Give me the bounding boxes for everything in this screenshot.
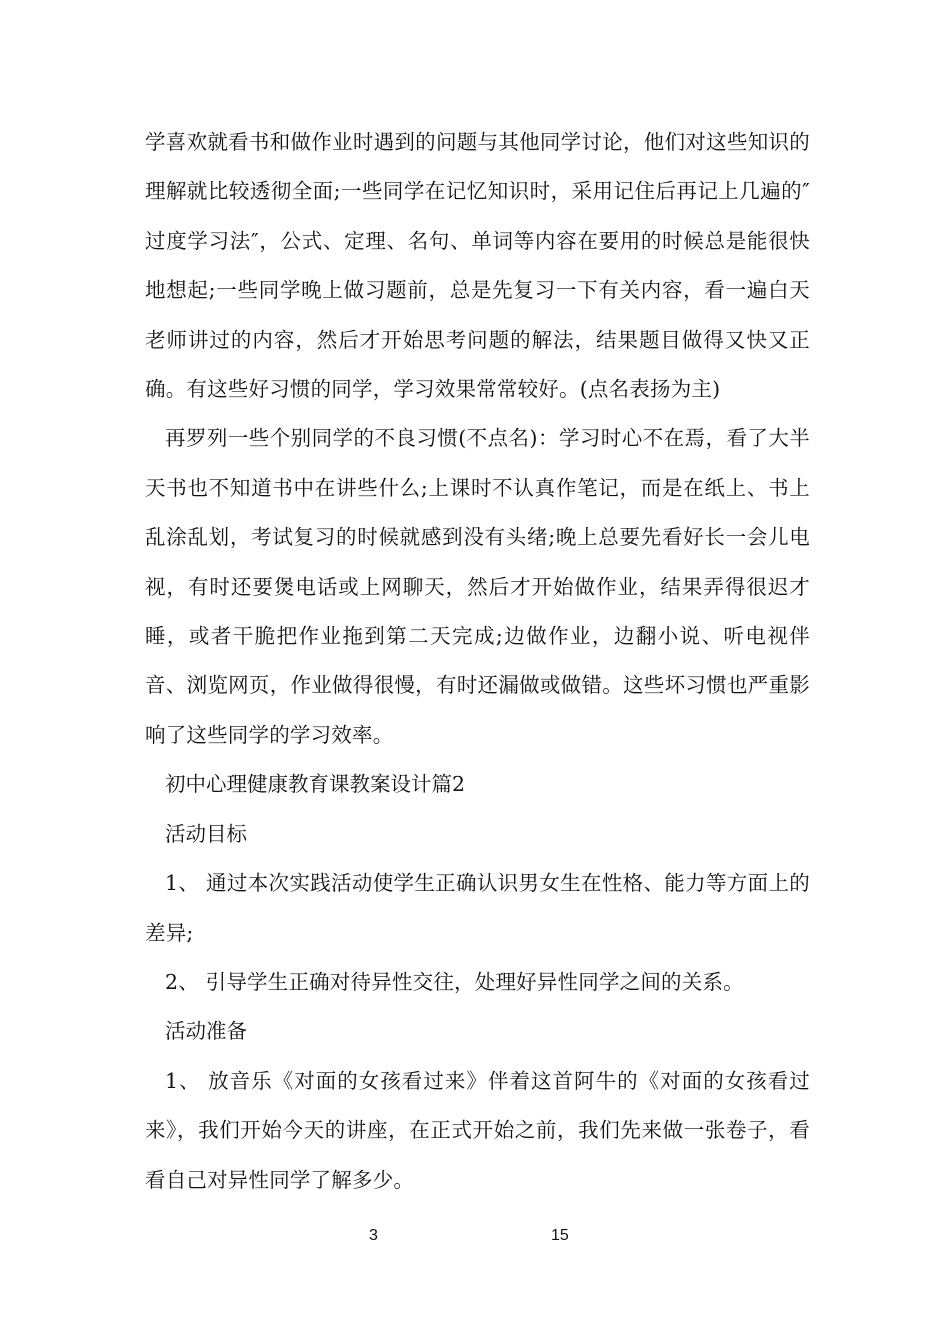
subheading-activity-preparation: 活动准备 bbox=[165, 1019, 247, 1044]
page-footer bbox=[0, 1227, 950, 1251]
subheading-activity-goals: 活动目标 bbox=[165, 821, 247, 846]
document-body bbox=[145, 118, 810, 1205]
list-item-preparation-1: 1、 放音乐《对面的女孩看过来》伴着这首阿牛的《对面的女孩看过来》，我们开始今天的讲座，在正式开始之前，我们先来做一张卷子，看看自己对异性同学了解多少。 bbox=[145, 1068, 810, 1192]
page-number: 3 bbox=[369, 1227, 378, 1244]
total-pages: 15 bbox=[551, 1227, 569, 1244]
paragraph-bad-habits: 再罗列一些个别同学的不良习惯(不点名)：学习时心不在焉，看了大半天书也不知道书中在讲些什么;上课时不认真作笔记，而是在纸上、书上乱涂乱划，考试复习的时候就感到没有头绪;晚上总要先看好长一会儿电视，有时还要煲电话或上网聊天，然后才开始做作业，结果弄得很迟才睡，或者干脆把作业拖到第二天完成;边做作业，边翻小说、听电视伴音、浏览网页，作业做得很慢，有时还漏做或做错。这些坏习惯也严重影响了这些同学的学习效率。 bbox=[145, 426, 810, 747]
list-item-goal-2: 2、 引导学生正确对待异性交往，处理好异性同学之间的关系。 bbox=[165, 969, 744, 994]
paragraph-study-habits: 学喜欢就看书和做作业时遇到的问题与其他同学讨论，他们对这些知识的理解就比较透彻全面;一些同学在记忆知识时，采用记住后再记上几遍的″过度学习法″，公式、定理、名句、单词等内容在要用的时候总是能很快地想起;一些同学晚上做习题前，总是先复习一下有关内容，看一遍白天老师讲过的内容，然后才开始思考问题的解法，结果题目做得又快又正确。有这些好习惯的同学，学习效果常常较好。(点名表扬为主) bbox=[145, 130, 810, 402]
section-title: 初中心理健康教育课教案设计篇2 bbox=[165, 772, 466, 797]
list-item-goal-1: 1、 通过本次实践活动使学生正确认识男女生在性格、能力等方面上的差异; bbox=[145, 871, 810, 945]
